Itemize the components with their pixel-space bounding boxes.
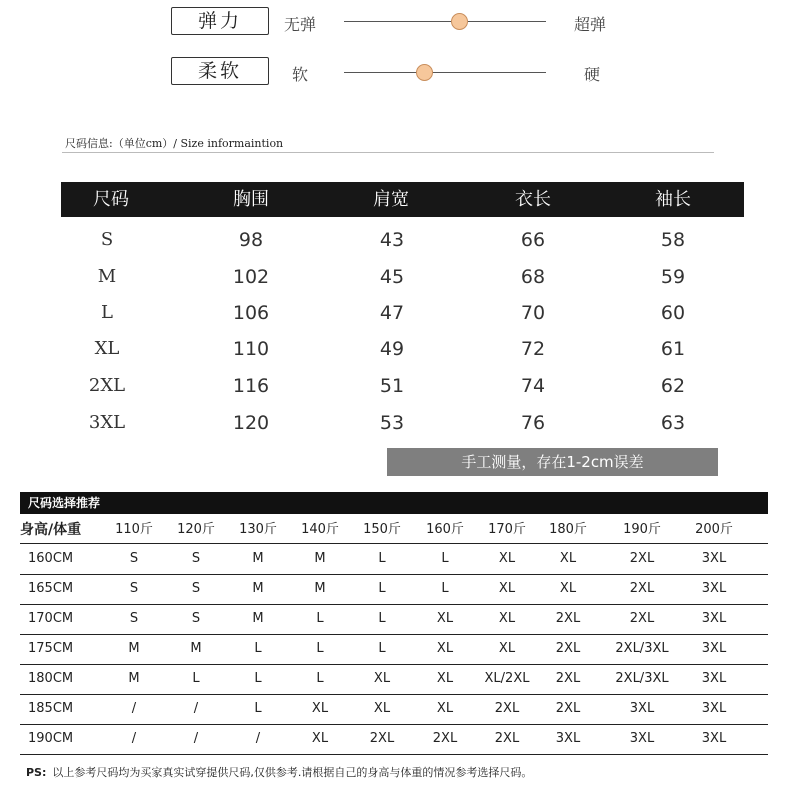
recommend-header-cell: 190斤	[623, 522, 661, 537]
size-cell: /	[193, 701, 199, 716]
size-cell: 66	[520, 229, 546, 251]
size-cell: S	[129, 551, 139, 566]
softness-slider-knob	[416, 64, 433, 81]
size-cell: 106	[232, 302, 270, 324]
size-cell: 76	[520, 412, 546, 434]
size-cell: 45	[379, 266, 405, 288]
size-cell: XL	[559, 551, 577, 566]
softness-scale-line	[344, 72, 546, 73]
size-cell: L	[378, 611, 386, 626]
size-cell: XL	[436, 641, 454, 656]
size-cell: XL	[373, 701, 391, 716]
size-cell: 3XL	[701, 641, 727, 656]
size-cell: /	[131, 731, 137, 746]
size-cell: /	[255, 731, 261, 746]
size-cell: 59	[660, 266, 686, 288]
recommend-row	[20, 724, 768, 754]
height-cell: 170CM	[28, 611, 74, 626]
size-table-row	[0, 334, 790, 364]
height-cell: 175CM	[28, 641, 74, 656]
size-cell: 3XL	[701, 611, 727, 626]
size-cell: 2XL	[369, 731, 395, 746]
size-cell: XL	[311, 701, 329, 716]
recommend-row	[20, 634, 768, 664]
measurement-note: 手工测量，存在1-2cm误差	[387, 448, 718, 476]
size-cell: XL/2XL	[484, 671, 530, 686]
size-cell: 3XL	[88, 412, 126, 433]
size-table-row	[0, 262, 790, 292]
size-cell: 3XL	[701, 731, 727, 746]
size-table-row	[0, 408, 790, 438]
size-cell: L	[441, 581, 449, 596]
recommend-row	[20, 664, 768, 694]
size-header-sleeve: 袖长	[655, 189, 691, 210]
size-cell: L	[378, 581, 386, 596]
recommend-row	[20, 544, 768, 574]
size-cell: 2XL	[629, 551, 655, 566]
row-divider	[20, 754, 768, 755]
size-cell: XL	[498, 551, 516, 566]
recommend-header-cell: 130斤	[239, 522, 277, 537]
softness-high-label: 硬	[584, 65, 601, 84]
recommend-header	[20, 517, 768, 543]
size-cell: 61	[660, 338, 686, 360]
size-table-row	[0, 298, 790, 328]
size-cell: L	[254, 671, 262, 686]
size-cell: 68	[520, 266, 546, 288]
size-cell: L	[316, 641, 324, 656]
elasticity-low-label: 无弹	[284, 15, 317, 34]
recommend-row	[20, 604, 768, 634]
size-cell: 2XL/3XL	[615, 671, 669, 686]
size-cell: S	[100, 229, 114, 250]
divider	[62, 152, 714, 153]
size-cell: 3XL	[629, 731, 655, 746]
size-cell: 51	[379, 375, 405, 397]
size-cell: S	[129, 581, 139, 596]
size-cell: M	[97, 266, 117, 287]
recommend-header-cell: 身高/体重	[20, 522, 82, 538]
size-cell: 2XL	[432, 731, 458, 746]
recommend-header-cell: 170斤	[488, 522, 526, 537]
recommend-header-cell: 160斤	[426, 522, 464, 537]
size-cell: S	[129, 611, 139, 626]
size-cell: 110	[232, 338, 270, 360]
size-header-length: 衣长	[515, 189, 551, 210]
size-cell: L	[101, 302, 113, 323]
size-cell: 2XL	[555, 671, 581, 686]
size-cell: L	[254, 701, 262, 716]
ps-note	[26, 764, 532, 780]
recommend-header-cell: 150斤	[363, 522, 401, 537]
size-cell: 116	[232, 375, 270, 397]
elasticity-scale-line	[344, 21, 546, 22]
elasticity-slider-knob	[451, 13, 468, 30]
size-cell: L	[316, 611, 324, 626]
size-cell: 2XL	[555, 701, 581, 716]
size-cell: 2XL	[494, 701, 520, 716]
size-cell: M	[252, 581, 264, 596]
size-cell: M	[128, 641, 140, 656]
size-cell: XL	[436, 611, 454, 626]
size-cell: 70	[520, 302, 546, 324]
size-header-size: 尺码	[93, 189, 129, 210]
size-cell: 72	[520, 338, 546, 360]
size-cell: 2XL	[88, 375, 126, 396]
size-cell: 120	[232, 412, 270, 434]
size-cell: 102	[232, 266, 270, 288]
size-cell: 3XL	[701, 581, 727, 596]
size-cell: 2XL	[629, 581, 655, 596]
size-cell: 53	[379, 412, 405, 434]
elasticity-label: 弹力	[171, 7, 269, 35]
height-cell: 160CM	[28, 551, 74, 566]
size-cell: S	[191, 551, 201, 566]
size-cell: L	[254, 641, 262, 656]
size-cell: 3XL	[629, 701, 655, 716]
size-cell: M	[314, 581, 326, 596]
size-cell: /	[193, 731, 199, 746]
size-cell: L	[192, 671, 200, 686]
size-cell: XL	[498, 581, 516, 596]
size-table-header	[61, 182, 744, 217]
size-cell: 60	[660, 302, 686, 324]
size-cell: M	[190, 641, 202, 656]
size-cell: L	[441, 551, 449, 566]
size-cell: 58	[660, 229, 686, 251]
size-cell: XL	[311, 731, 329, 746]
size-cell: L	[378, 551, 386, 566]
ps-text: 以上参考尺码均为买家真实试穿提供尺码,仅供参考.请根据自己的身高与体重的情况参考选择尺码。	[52, 766, 533, 779]
size-cell: /	[131, 701, 137, 716]
size-cell: 98	[238, 229, 264, 251]
recommend-title: 尺码选择推荐	[20, 492, 768, 514]
size-cell: 3XL	[701, 701, 727, 716]
size-info-title: 尺码信息:（单位cm）/ Size informaintion	[65, 137, 284, 150]
size-cell: 49	[379, 338, 405, 360]
height-cell: 165CM	[28, 581, 74, 596]
size-table-row	[0, 225, 790, 255]
size-cell: S	[191, 611, 201, 626]
size-cell: XL	[559, 581, 577, 596]
size-cell: 3XL	[701, 551, 727, 566]
size-header-chest: 胸围	[233, 189, 269, 210]
recommend-header-cell: 140斤	[301, 522, 339, 537]
size-cell: 47	[379, 302, 405, 324]
size-header-shoulder: 肩宽	[373, 189, 409, 210]
size-cell: 2XL	[555, 611, 581, 626]
softness-low-label: 软	[292, 65, 309, 84]
recommend-row	[20, 694, 768, 724]
size-cell: 3XL	[701, 671, 727, 686]
height-cell: 180CM	[28, 671, 74, 686]
size-cell: 62	[660, 375, 686, 397]
size-cell: M	[252, 551, 264, 566]
recommend-header-cell: 120斤	[177, 522, 215, 537]
size-cell: XL	[94, 338, 120, 359]
size-cell: 2XL	[494, 731, 520, 746]
size-cell: 63	[660, 412, 686, 434]
size-cell: XL	[436, 671, 454, 686]
size-cell: 2XL	[629, 611, 655, 626]
size-cell: M	[128, 671, 140, 686]
size-cell: L	[378, 641, 386, 656]
size-cell: 74	[520, 375, 546, 397]
size-cell: 43	[379, 229, 405, 251]
size-cell: M	[252, 611, 264, 626]
size-cell: XL	[436, 701, 454, 716]
size-table-row	[0, 371, 790, 401]
softness-label: 柔软	[171, 57, 269, 85]
height-cell: 190CM	[28, 731, 74, 746]
size-cell: 2XL/3XL	[615, 641, 669, 656]
size-cell: 2XL	[555, 641, 581, 656]
recommend-header-cell: 110斤	[115, 522, 153, 537]
size-cell: XL	[373, 671, 391, 686]
size-cell: S	[191, 581, 201, 596]
size-cell: 3XL	[555, 731, 581, 746]
recommend-header-cell: 180斤	[549, 522, 587, 537]
size-cell: L	[316, 671, 324, 686]
size-cell: XL	[498, 611, 516, 626]
size-cell: M	[314, 551, 326, 566]
recommend-header-cell: 200斤	[695, 522, 733, 537]
ps-label: PS:	[26, 766, 47, 779]
elasticity-high-label: 超弹	[574, 15, 607, 34]
height-cell: 185CM	[28, 701, 74, 716]
recommend-row	[20, 574, 768, 604]
size-cell: XL	[498, 641, 516, 656]
